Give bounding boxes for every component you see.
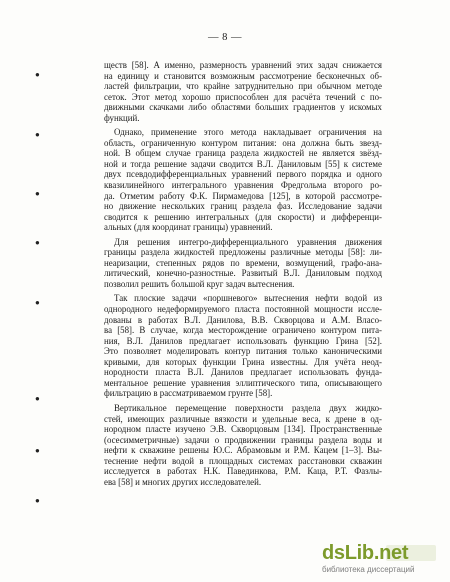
text-line: но движение нескольких границ раздела фаз. Исследование задачи (104, 201, 382, 212)
margin-mark: ● (35, 446, 40, 455)
text-line: дованы в работах В.Л. Данилова, В.В. Скворцова и А.М. Власо- (104, 314, 382, 325)
text-line: сеток. Этот метод хорошо приспособлен для расчёта течений с по- (104, 91, 382, 102)
text-line: кривыми, для которых функции Грина известны. Для учёта неод- (104, 356, 382, 367)
text-line: да. Отметим работу Ф.К. Пирмамедова [125], в которой рассмотре- (104, 190, 382, 201)
text-line: однородного недеформируемого пласта постоянной мощности иссле- (104, 304, 382, 315)
text-line: ева [58] и многих других исследователей. (104, 476, 262, 487)
text-line: двух псевдодифференциальных уравнений первого порядка и одного (104, 169, 382, 180)
body-text (104, 60, 382, 487)
text-line: неаризации, степенных рядов по времени, возмущений, графо-ана- (104, 257, 382, 268)
margin-mark: ● (35, 70, 40, 79)
text-line: теснение нефти водой в площадных системах расстановки скважин (104, 455, 382, 466)
margin-mark: ● (35, 496, 40, 505)
text-line: ментальное решение уравнения эллиптического типа, описывающего (104, 377, 382, 388)
watermark-logo: dsLib.net (322, 542, 409, 564)
text-line: ной и тогда решение задачи сводится В.Л. Даниловым [55] к системе (104, 158, 382, 169)
text-line: альных (для координат границы) уравнений. (104, 222, 273, 233)
text-line: нородности пласта В.Л. Данилов предлагает использовать фунда- (104, 367, 382, 378)
text-line: Однако, применение этого метода накладывает ограничения на (114, 127, 382, 138)
page-number: — 8 — (208, 32, 242, 43)
text-line: Для решения интегро-дифференциального уравнения движения (114, 236, 382, 247)
text-line: на единицу и становится возможным рассмотрение бесконечных об- (104, 70, 382, 81)
text-line: функций. (104, 112, 140, 123)
text-line: сводится к решению интегральных (для скорости) и дифференци- (104, 211, 382, 222)
text-line: область, ограниченную контуром питания: она должна быть звезд- (104, 137, 382, 148)
margin-mark: ● (35, 394, 40, 403)
text-line: стей, имеющих различные вязкости и удельные веса, к дрене в од- (104, 413, 382, 424)
text-line: ной. В общем случае граница раздела жидкостей не является звёзд- (104, 148, 382, 159)
text-line: движными скачками либо областями больших градиентов у искомых (104, 102, 382, 113)
text-line: литический, конечно-разностные. Развитый В.Л. Даниловым подход (104, 268, 382, 279)
margin-mark: ● (35, 298, 40, 307)
text-line: исследуется в работах Н.К. Павединкова, Р.М. Каца, Р.Т. Фазлы- (104, 466, 382, 477)
text-line: ществ [58]. А именно, размерность уравнений этих задач снижается (104, 60, 382, 70)
text-line: ния, В.Л. Данилов предлагает использовать функцию Грина [52]. (104, 335, 382, 346)
text-line: Вертикальное перемещение поверхности раздела двух жидко- (114, 402, 382, 413)
text-line: нородном пласте изучено Э.В. Скворцовым [134]. Пространственные (104, 424, 382, 435)
watermark-caption: библиотека диссертаций (322, 565, 415, 574)
text-line: ва [58]. В случае, когда месторождение ограничено контуром пита- (104, 325, 382, 336)
text-line: нефти к скважине решены Ю.С. Абрамовым и Р.М. Кацем [1–3]. Вы- (104, 445, 382, 456)
margin-mark: ● (35, 189, 40, 198)
text-line: Так плоские задачи «поршневого» вытеснения нефти водой из (114, 293, 382, 304)
text-line: позволил решить большой круг задач вытеснения. (104, 278, 295, 289)
text-line: фильтрацию в рассматриваемом грунте [58]. (104, 388, 273, 399)
watermark[interactable] (322, 542, 440, 576)
text-line: границы раздела жидкостей предложены различные методы [58]: ли- (104, 247, 382, 258)
text-line: (осесимметричные) задачи о продвижении границы раздела воды и (104, 434, 382, 445)
text-line: ластей фильтрации, что крайне затруднительно при обычном методе (104, 81, 382, 92)
margin-mark: ● (35, 130, 40, 139)
margin-mark: ● (35, 238, 40, 247)
text-line: Это позволяет моделировать контур питания только каноническими (104, 346, 382, 357)
text-line: квазилинейного интегрального уравнения Фредгольма второго ро- (104, 180, 382, 191)
